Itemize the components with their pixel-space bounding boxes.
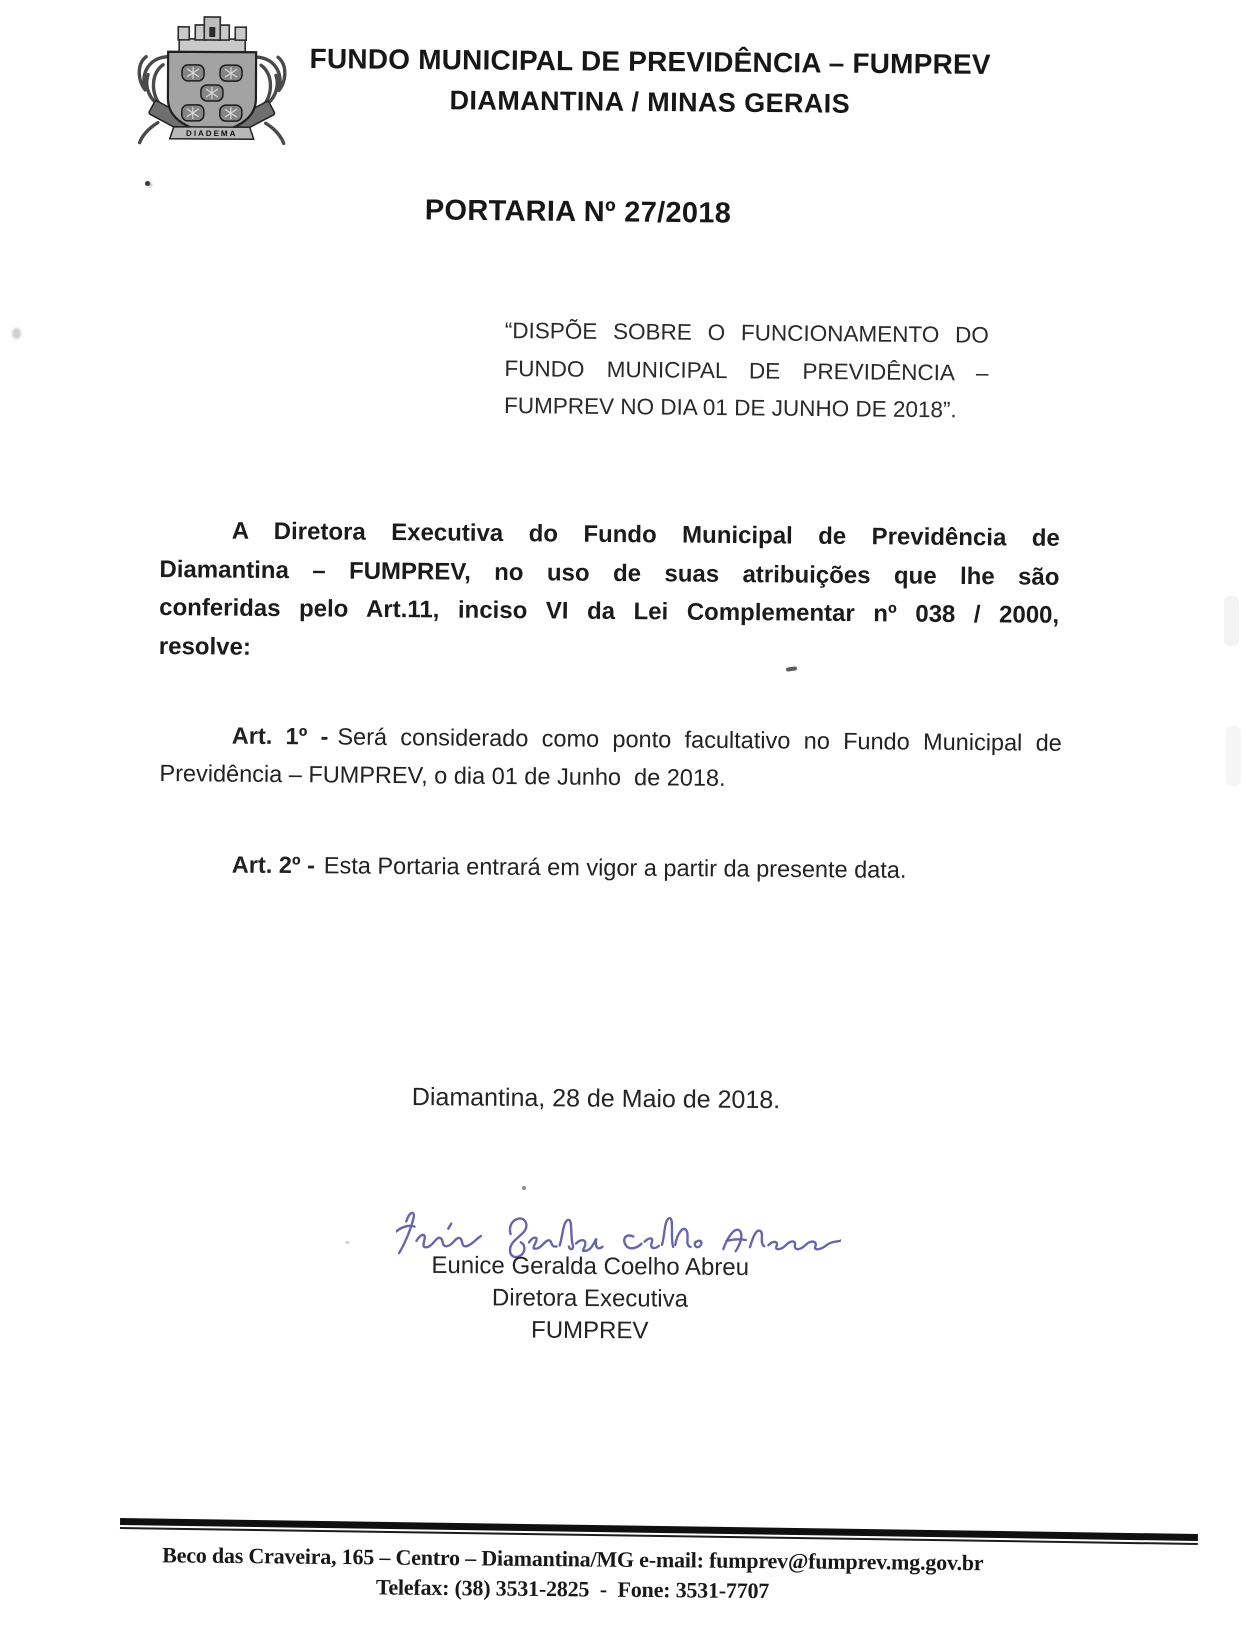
- summary-line: “DISPÕE SOBRE O FUNCIONAMENTO DO: [504, 317, 989, 348]
- summary-line: FUNDO MUNICIPAL DE PREVIDÊNCIA –: [504, 355, 989, 386]
- letterhead: [300, 43, 1001, 121]
- article-1-text: Será considerado como ponto facultativo no Fundo Municipal de: [337, 723, 1062, 756]
- dateline: Diamantina, 28 de Maio de 2018.: [411, 1083, 781, 1115]
- org-name: FUNDO MUNICIPAL DE PREVIDÊNCIA – FUMPREV: [309, 43, 991, 80]
- article-2: [160, 845, 1062, 890]
- article-2-text: Esta Portaria entrará em vigor a partir da presente data.: [323, 852, 907, 883]
- scan-speck: [522, 1186, 526, 1190]
- article-1: [159, 716, 1062, 800]
- signer-org: FUMPREV: [531, 1316, 649, 1345]
- signer-name: Eunice Geralda Coelho Abreu: [431, 1251, 750, 1282]
- footer-phones: Telefax: (38) 3531-2825 - Fone: 3531-7707: [375, 1574, 770, 1604]
- signer-role: Diretora Executiva: [491, 1284, 689, 1313]
- scan-smudge: [1224, 596, 1239, 646]
- signature-block: [380, 1250, 801, 1349]
- summary-quote: [504, 312, 989, 429]
- crest-banner-text: DIADEMA: [186, 128, 238, 139]
- scan-smudge: [1226, 726, 1241, 786]
- footer-address: Beco das Craveira, 165 – Centro – Diamantina/MG e-mail: fumprev@fumprev.mg.gov.br: [162, 1542, 984, 1576]
- article-1-label: Art. 1º -: [231, 722, 329, 750]
- preamble-line: Diamantina – FUMPREV, no uso de suas atribuições que lhe são: [159, 555, 1060, 591]
- preamble-line: conferidas pelo Art.11, inciso VI da Lei Complementar nº 038 / 2000,: [159, 593, 1060, 629]
- summary-line: FUMPREV NO DIA 01 DE JUNHO DE 2018”.: [503, 392, 957, 423]
- preamble-paragraph: [159, 512, 1060, 674]
- page-title: PORTARIA Nº 27/2018: [424, 194, 732, 230]
- footer-contact: [127, 1540, 1018, 1609]
- scan-speck: [345, 1241, 350, 1244]
- article-2-line: [160, 845, 1062, 890]
- preamble-line: resolve:: [158, 632, 252, 661]
- diamantina-coat-of-arms-icon: [132, 13, 293, 148]
- scan-speck: [12, 328, 21, 339]
- article-2-label: Art. 2º -: [231, 851, 315, 879]
- org-location: DIAMANTINA / MINAS GERAIS: [449, 85, 851, 119]
- article-1-line: Previdência – FUMPREV, o dia 01 de Junho de 2018.: [159, 759, 726, 791]
- preamble-line: A Diretora Executiva do Fundo Municipal de Previdência de: [231, 517, 1060, 552]
- scan-speck: [145, 181, 150, 186]
